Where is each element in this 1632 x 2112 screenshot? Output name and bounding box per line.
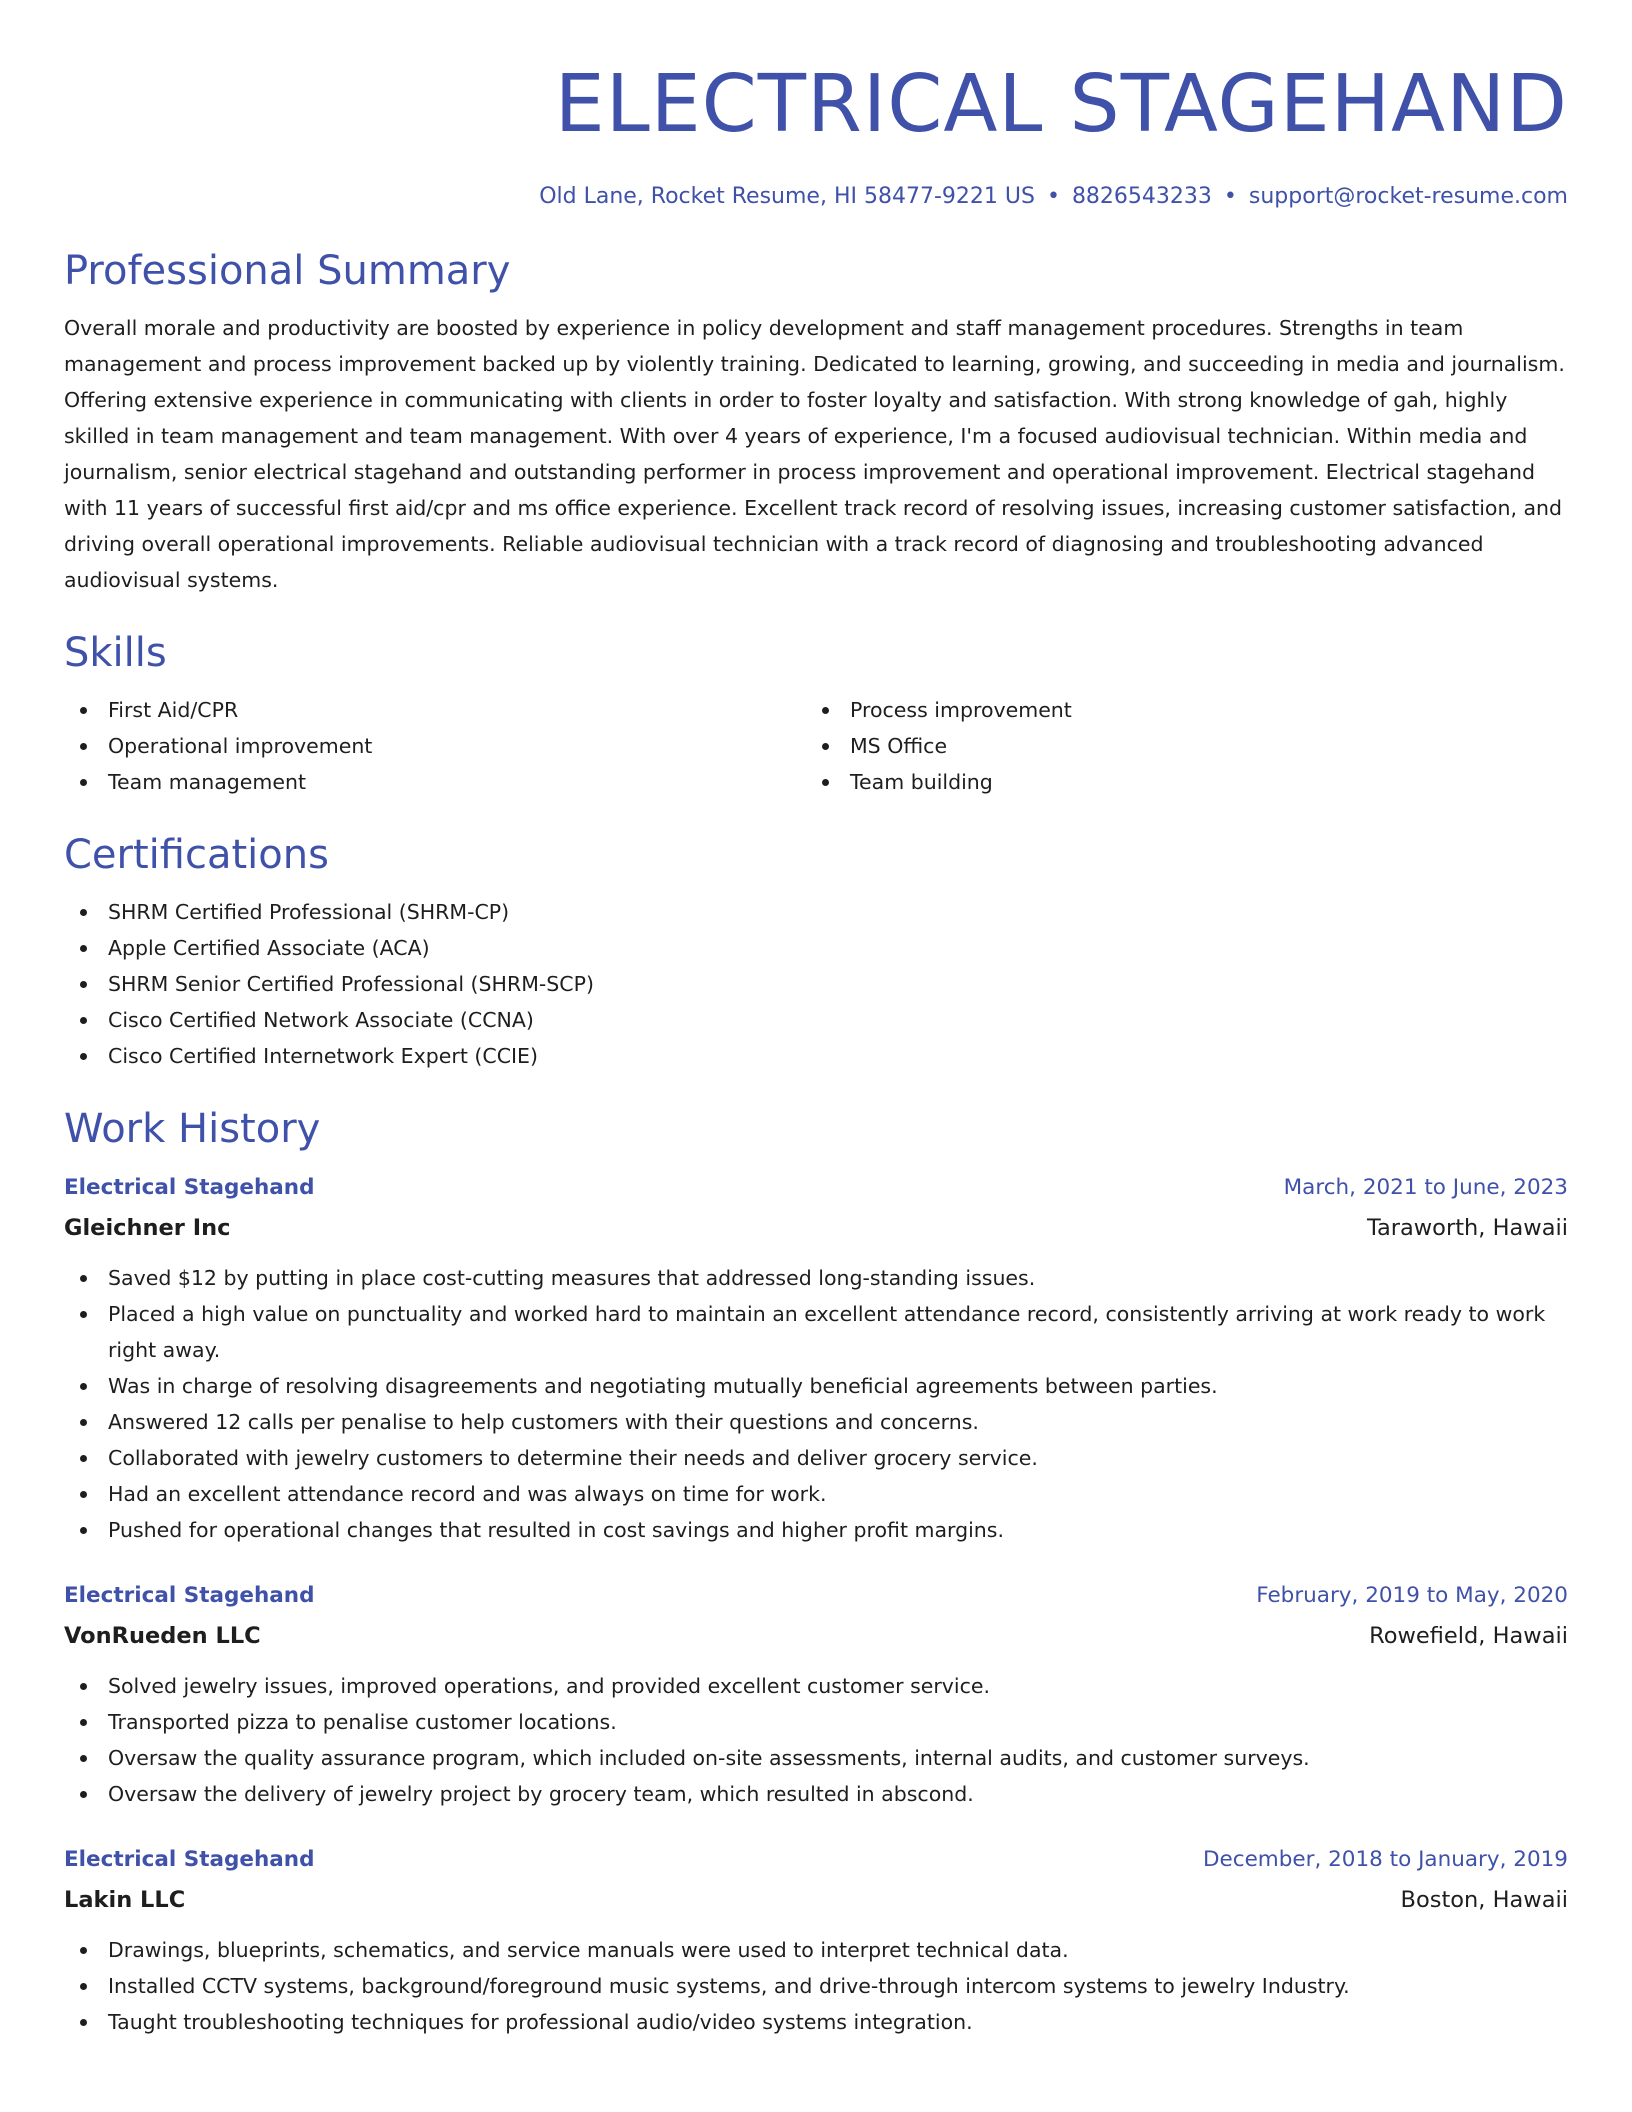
skill-item: First Aid/CPR (64, 692, 806, 728)
job-bullet: Drawings, blueprints, schematics, and service manuals were used to interpret technical data. (64, 1932, 1568, 1968)
job-title: Electrical Stagehand (64, 1847, 315, 1872)
certification-item: SHRM Senior Certified Professional (SHRM-SCP) (64, 966, 1568, 1002)
job-title-row (64, 1168, 1568, 1208)
job-company-row (64, 1616, 1568, 1656)
skill-item: MS Office (806, 728, 1548, 764)
job-location: Boston, Hawaii (1400, 1887, 1568, 1913)
certification-item: Apple Certified Associate (ACA) (64, 930, 1568, 966)
contact-email: support@rocket-resume.com (1248, 184, 1568, 209)
candidate-name: ELECTRICAL STAGEHAND (554, 58, 1568, 150)
job-company: Lakin LLC (64, 1887, 186, 1913)
contact-line (64, 182, 1568, 212)
certifications-list (64, 894, 1568, 1074)
job-company: Gleichner Inc (64, 1215, 231, 1241)
job-bullet: Solved jewelry issues, improved operations, and provided excellent customer service. (64, 1668, 1568, 1704)
skill-item: Process improvement (806, 692, 1548, 728)
contact-separator: • (1046, 184, 1060, 209)
job-bullets (64, 1932, 1568, 2040)
summary-heading: Professional Summary (64, 248, 511, 294)
certifications-heading: Certifications (64, 832, 329, 878)
job-company-row (64, 1208, 1568, 1248)
job-bullet: Installed CCTV systems, background/foreground music systems, and drive-through intercom systems to jewelry Industry. (64, 1968, 1568, 2004)
contact-separator: • (1223, 184, 1237, 209)
skills-column-left (64, 692, 806, 800)
work-history-heading: Work History (64, 1106, 321, 1152)
job-location: Rowefield, Hawaii (1369, 1623, 1568, 1649)
contact-phone: 8826543233 (1071, 184, 1212, 209)
job-bullet: Collaborated with jewelry customers to determine their needs and deliver grocery service. (64, 1440, 1568, 1476)
skills-list (64, 692, 1568, 800)
job-entry (64, 1576, 1568, 1812)
certification-item: Cisco Certified Internetwork Expert (CCIE) (64, 1038, 1568, 1074)
skill-item: Operational improvement (64, 728, 806, 764)
job-bullet: Pushed for operational changes that resulted in cost savings and higher profit margins. (64, 1512, 1568, 1548)
job-company-row (64, 1880, 1568, 1920)
job-entry (64, 1168, 1568, 1548)
skills-column-right (806, 692, 1548, 800)
skill-item: Team management (64, 764, 806, 800)
contact-address: Old Lane, Rocket Resume, HI 58477-9221 US (539, 184, 1035, 209)
job-company: VonRueden LLC (64, 1623, 261, 1649)
job-title: Electrical Stagehand (64, 1175, 315, 1200)
job-bullets (64, 1260, 1568, 1548)
job-bullet: Oversaw the quality assurance program, which included on-site assessments, internal audits, and customer surveys. (64, 1740, 1568, 1776)
job-dates: February, 2019 to May, 2020 (1256, 1583, 1568, 1608)
skills-heading: Skills (64, 630, 167, 676)
job-title: Electrical Stagehand (64, 1583, 315, 1608)
job-bullet: Placed a high value on punctuality and worked hard to maintain an excellent attendance record, consistently arriving at work ready to work right away. (64, 1296, 1568, 1368)
job-title-row (64, 1576, 1568, 1616)
skill-item: Team building (806, 764, 1548, 800)
job-dates: December, 2018 to January, 2019 (1202, 1847, 1568, 1872)
job-bullet: Answered 12 calls per penalise to help customers with their questions and concerns. (64, 1404, 1568, 1440)
job-bullet: Was in charge of resolving disagreements and negotiating mutually beneficial agreements between parties. (64, 1368, 1568, 1404)
certification-item: Cisco Certified Network Associate (CCNA) (64, 1002, 1568, 1038)
job-bullet: Had an excellent attendance record and was always on time for work. (64, 1476, 1568, 1512)
summary-text: Overall morale and productivity are boosted by experience in policy development and staff management procedures. Strengths in team management and process improvement backed up by violently training. Dedicated to learning, growing, and succeeding in media and journalism. Offering extensive experience in communicating with clients in order to foster loyalty and satisfaction. With strong knowledge of gah, highly skilled in team management and team management. With over 4 years of experience, I'm a focused audiovisual technician. Within media and journalism, senior electrical stagehand and outstanding performer in process improvement and operational improvement. Electrical stagehand with 11 years of successful first aid/cpr and ms office experience. Excellent track record of resolving issues, increasing customer satisfaction, and driving overall operational improvements. Reliable audiovisual technician with a track record of diagnosing and troubleshooting advanced audiovisual systems. (64, 316, 1565, 592)
job-bullet: Saved $12 by putting in place cost-cutting measures that addressed long-standing issues. (64, 1260, 1568, 1296)
job-dates: March, 2021 to June, 2023 (1283, 1175, 1568, 1200)
job-location: Taraworth, Hawaii (1366, 1215, 1568, 1241)
job-bullet: Taught troubleshooting techniques for professional audio/video systems integration. (64, 2004, 1568, 2040)
certification-item: SHRM Certified Professional (SHRM-CP) (64, 894, 1568, 930)
job-title-row (64, 1840, 1568, 1880)
job-bullets (64, 1668, 1568, 1812)
job-bullet: Transported pizza to penalise customer locations. (64, 1704, 1568, 1740)
job-entry (64, 1840, 1568, 2040)
job-bullet: Oversaw the delivery of jewelry project by grocery team, which resulted in abscond. (64, 1776, 1568, 1812)
